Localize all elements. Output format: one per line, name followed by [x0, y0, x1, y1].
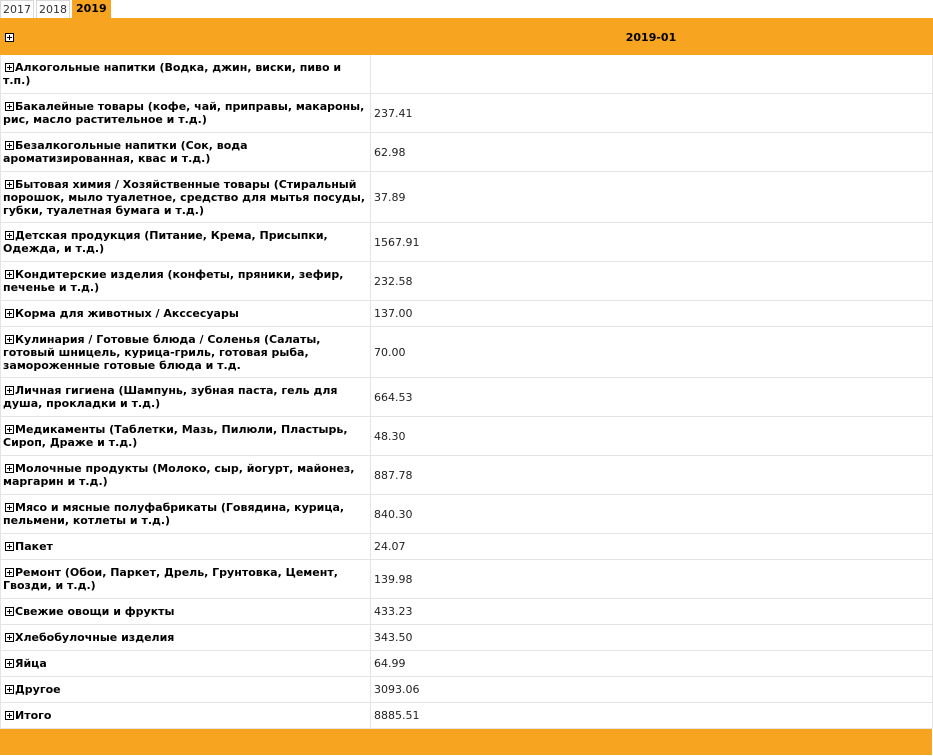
expand-all-cell[interactable]	[1, 20, 371, 55]
table-row	[1, 534, 933, 560]
expand-icon[interactable]	[5, 711, 14, 720]
category-label: Медикаменты (Таблетки, Мазь, Пилюли, Пластырь, Сироп, Драже и т.д.)	[3, 423, 348, 449]
category-label: Мясо и мясные полуфабрикаты (Говядина, курица, пельмени, котлеты и т.д.)	[3, 501, 345, 527]
table-row	[1, 94, 933, 133]
expand-icon[interactable]	[5, 180, 14, 189]
expand-icon[interactable]	[5, 63, 14, 72]
category-value: 139.98	[371, 560, 933, 599]
table-footer-bar	[0, 729, 932, 755]
expand-all-icon[interactable]	[5, 33, 14, 42]
category-label: Личная гигиена (Шампунь, зубная паста, гель для душа, прокладки и т.д.)	[3, 384, 338, 410]
category-value: 3093.06	[371, 677, 933, 703]
category-value: 37.89	[371, 172, 933, 223]
category-value: 70.00	[371, 327, 933, 378]
category-value: 664.53	[371, 378, 933, 417]
expand-icon[interactable]	[5, 503, 14, 512]
expand-icon[interactable]	[5, 568, 14, 577]
table-row	[1, 223, 933, 262]
category-value: 840.30	[371, 495, 933, 534]
category-label: Другое	[15, 683, 61, 696]
expand-icon[interactable]	[5, 542, 14, 551]
expand-icon[interactable]	[5, 309, 14, 318]
tab-2018[interactable]: 2018	[36, 0, 70, 18]
expand-icon[interactable]	[5, 659, 14, 668]
table-row	[1, 55, 933, 94]
category-label: Безалкогольные напитки (Сок, вода ароматизированная, квас и т.д.)	[3, 139, 248, 165]
category-value: 237.41	[371, 94, 933, 133]
category-label: Кулинария / Готовые блюда / Соленья (Салаты, готовый шницель, курица-гриль, готовая рыба, замороженные готовые блюда и т.д.	[3, 332, 321, 372]
category-label: Ремонт (Обои, Паркет, Дрель, Грунтовка, Цемент, Гвозди, и т.д.)	[3, 566, 338, 592]
expand-icon[interactable]	[5, 231, 14, 240]
category-value: 887.78	[371, 456, 933, 495]
category-value: 343.50	[371, 625, 933, 651]
column-header-period[interactable]: 2019-01	[371, 20, 933, 55]
tab-2019[interactable]: 2019	[72, 0, 111, 18]
year-tabs	[0, 0, 933, 19]
table-row-total	[1, 703, 933, 729]
category-value	[371, 55, 933, 94]
category-label: Кондитерские изделия (конфеты, пряники, зефир, печенье и т.д.)	[3, 268, 344, 294]
category-value: 64.99	[371, 651, 933, 677]
category-label: Детская продукция (Питание, Крема, Присыпки, Одежда, и т.д.)	[3, 229, 328, 255]
expense-table	[0, 19, 933, 729]
expand-icon[interactable]	[5, 270, 14, 279]
expand-icon[interactable]	[5, 633, 14, 642]
table-row	[1, 651, 933, 677]
table-row	[1, 172, 933, 223]
category-label: Корма для животных / Акссесуары	[15, 307, 239, 320]
table-row	[1, 133, 933, 172]
table-row	[1, 262, 933, 301]
category-label: Свежие овощи и фрукты	[15, 605, 175, 618]
table-row	[1, 599, 933, 625]
table-row	[1, 456, 933, 495]
category-label: Хлебобулочные изделия	[15, 631, 175, 644]
category-label: Алкогольные напитки (Водка, джин, виски, пиво и т.п.)	[3, 61, 342, 87]
table-header-row	[1, 20, 933, 55]
category-value: 1567.91	[371, 223, 933, 262]
table-row	[1, 677, 933, 703]
expand-icon[interactable]	[5, 425, 14, 434]
total-label: Итого	[15, 709, 52, 722]
expand-icon[interactable]	[5, 685, 14, 694]
expand-icon[interactable]	[5, 335, 14, 344]
expand-icon[interactable]	[5, 464, 14, 473]
category-value: 24.07	[371, 534, 933, 560]
tab-2017[interactable]: 2017	[0, 0, 34, 18]
category-label: Бакалейные товары (кофе, чай, приправы, макароны, рис, масло растительное и т.д.)	[3, 100, 365, 126]
category-value: 433.23	[371, 599, 933, 625]
category-value: 48.30	[371, 417, 933, 456]
category-value: 137.00	[371, 301, 933, 327]
table-row	[1, 417, 933, 456]
category-label: Бытовая химия / Хозяйственные товары (Стиральный порошок, мыло туалетное, средство для мытья посуды, губки, туалетная бумага и т.д.)	[3, 177, 366, 217]
category-label: Молочные продукты (Молоко, сыр, йогурт, майонез, маргарин и т.д.)	[3, 462, 355, 488]
expand-icon[interactable]	[5, 386, 14, 395]
table-row	[1, 495, 933, 534]
table-row	[1, 378, 933, 417]
expand-icon[interactable]	[5, 102, 14, 111]
expand-icon[interactable]	[5, 607, 14, 616]
table-row	[1, 301, 933, 327]
total-value: 8885.51	[371, 703, 933, 729]
table-row	[1, 327, 933, 378]
category-label: Пакет	[15, 540, 53, 553]
table-row	[1, 560, 933, 599]
table-row	[1, 625, 933, 651]
category-value: 232.58	[371, 262, 933, 301]
category-value: 62.98	[371, 133, 933, 172]
category-label: Яйца	[15, 657, 47, 670]
expand-icon[interactable]	[5, 141, 14, 150]
